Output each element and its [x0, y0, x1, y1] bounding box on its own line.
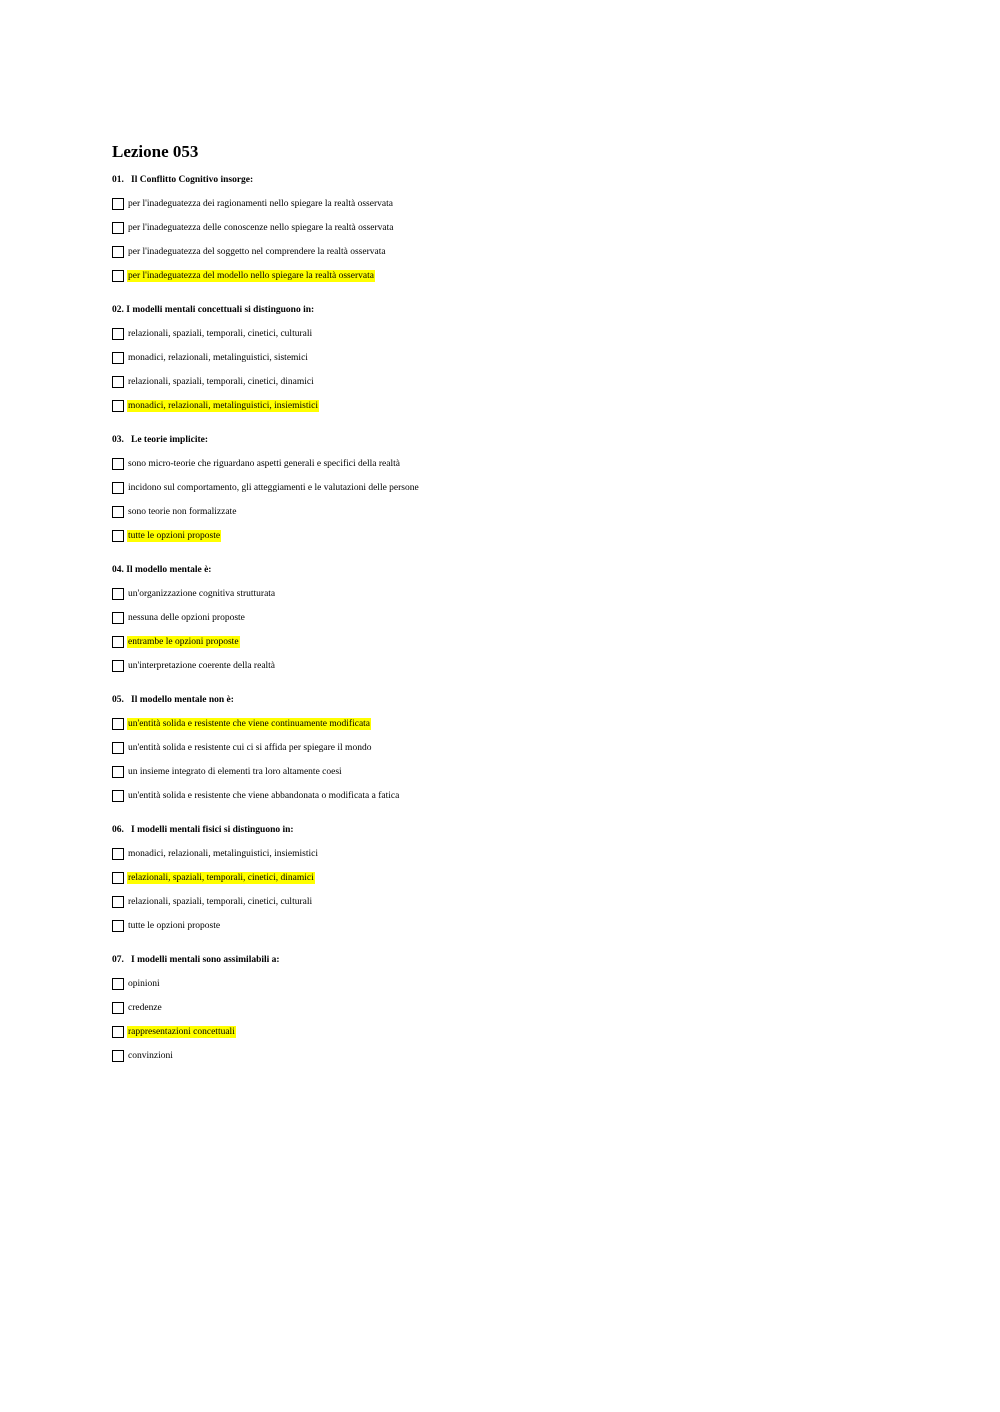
answer-label: per l'inadeguatezza delle conoscenze nello spiegare la realtà osservata — [128, 222, 394, 233]
answer-label: un'entità solida e resistente che viene abbandonata o modificata a fatica — [128, 790, 400, 801]
checkbox-icon[interactable] — [112, 896, 124, 908]
checkbox-icon[interactable] — [112, 1002, 124, 1014]
checkbox-icon[interactable] — [112, 766, 124, 778]
question-03 — [112, 434, 912, 542]
question-text: 03. Le teorie implicite: — [112, 435, 209, 445]
checkbox-icon[interactable] — [112, 530, 124, 542]
checkbox-icon[interactable] — [112, 1050, 124, 1062]
question-text: 07. I modelli mentali sono assimilabili a: — [112, 955, 280, 965]
answer-label-highlighted: relazionali, spaziali, temporali, cinetici, dinamici — [128, 872, 314, 883]
answer-option[interactable] — [112, 1049, 912, 1062]
answer-option[interactable] — [112, 587, 912, 600]
answer-option[interactable] — [112, 269, 912, 282]
question-02 — [112, 304, 912, 412]
checkbox-icon[interactable] — [112, 718, 124, 730]
answer-label-highlighted: per l'inadeguatezza del modello nello spiegare la realtà osservata — [128, 270, 374, 281]
question-07 — [112, 954, 912, 1062]
answer-label: nessuna delle opzioni proposte — [128, 612, 245, 623]
checkbox-icon[interactable] — [112, 482, 124, 494]
answer-option[interactable] — [112, 977, 912, 990]
answer-label-highlighted: monadici, relazionali, metalinguistici, insiemistici — [128, 400, 318, 411]
lesson-title: Lezione 053 — [112, 142, 199, 161]
question-01 — [112, 174, 912, 282]
question-text: 04. Il modello mentale è: — [112, 565, 212, 575]
question-04 — [112, 564, 912, 672]
answer-label: monadici, relazionali, metalinguistici, insiemistici — [128, 848, 318, 859]
checkbox-icon[interactable] — [112, 636, 124, 648]
answer-option[interactable] — [112, 351, 912, 364]
answer-option[interactable] — [112, 529, 912, 542]
checkbox-icon[interactable] — [112, 872, 124, 884]
answer-label: relazionali, spaziali, temporali, cinetici, culturali — [128, 328, 313, 339]
answer-option[interactable] — [112, 221, 912, 234]
answer-label: relazionali, spaziali, temporali, cinetici, culturali — [128, 896, 313, 907]
checkbox-icon[interactable] — [112, 352, 124, 364]
answer-option[interactable] — [112, 635, 912, 648]
answer-label: sono micro-teorie che riguardano aspetti generali e specifici della realtà — [128, 458, 400, 469]
answer-option[interactable] — [112, 245, 912, 258]
answer-option[interactable] — [112, 789, 912, 802]
answer-label: per l'inadeguatezza dei ragionamenti nello spiegare la realtà osservata — [128, 198, 393, 209]
checkbox-icon[interactable] — [112, 222, 124, 234]
answer-option[interactable] — [112, 847, 912, 860]
answer-option[interactable] — [112, 1001, 912, 1014]
question-text: 02. I modelli mentali concettuali si distinguono in: — [112, 305, 315, 315]
answer-label: un insieme integrato di elementi tra loro altamente coesi — [128, 766, 342, 777]
answer-label: convinzioni — [128, 1050, 173, 1061]
answer-label-highlighted: un'entità solida e resistente che viene continuamente modificata — [128, 718, 371, 729]
answer-option[interactable] — [112, 765, 912, 778]
checkbox-icon[interactable] — [112, 400, 124, 412]
checkbox-icon[interactable] — [112, 328, 124, 340]
answer-option[interactable] — [112, 871, 912, 884]
checkbox-icon[interactable] — [112, 978, 124, 990]
checkbox-icon[interactable] — [112, 660, 124, 672]
question-list — [112, 174, 912, 1062]
document-page — [112, 142, 912, 1084]
answer-option[interactable] — [112, 919, 912, 932]
answer-option[interactable] — [112, 741, 912, 754]
answer-label: sono teorie non formalizzate — [128, 506, 237, 517]
answer-label: credenze — [128, 1002, 162, 1013]
checkbox-icon[interactable] — [112, 920, 124, 932]
checkbox-icon[interactable] — [112, 588, 124, 600]
question-text: 01. Il Conflitto Cognitivo insorge: — [112, 175, 254, 185]
answer-label: un'entità solida e resistente cui ci si affida per spiegare il mondo — [128, 742, 372, 753]
question-text: 06. I modelli mentali fisici si distinguono in: — [112, 825, 294, 835]
checkbox-icon[interactable] — [112, 270, 124, 282]
checkbox-icon[interactable] — [112, 458, 124, 470]
checkbox-icon[interactable] — [112, 376, 124, 388]
checkbox-icon[interactable] — [112, 790, 124, 802]
answer-label-highlighted: rappresentazioni concettuali — [128, 1026, 235, 1037]
answer-label: opinioni — [128, 978, 160, 989]
answer-label-highlighted: entrambe le opzioni proposte — [128, 636, 239, 647]
checkbox-icon[interactable] — [112, 742, 124, 754]
answer-option[interactable] — [112, 399, 912, 412]
answer-option[interactable] — [112, 895, 912, 908]
answer-option[interactable] — [112, 375, 912, 388]
checkbox-icon[interactable] — [112, 506, 124, 518]
answer-option[interactable] — [112, 1025, 912, 1038]
answer-label: incidono sul comportamento, gli atteggiamenti e le valutazioni delle persone — [128, 482, 419, 493]
question-05 — [112, 694, 912, 802]
checkbox-icon[interactable] — [112, 848, 124, 860]
question-06 — [112, 824, 912, 932]
checkbox-icon[interactable] — [112, 1026, 124, 1038]
answer-option[interactable] — [112, 327, 912, 340]
answer-label: tutte le opzioni proposte — [128, 920, 221, 931]
checkbox-icon[interactable] — [112, 246, 124, 258]
answer-option[interactable] — [112, 457, 912, 470]
checkbox-icon[interactable] — [112, 198, 124, 210]
answer-option[interactable] — [112, 197, 912, 210]
answer-option[interactable] — [112, 611, 912, 624]
answer-option[interactable] — [112, 481, 912, 494]
question-text: 05. Il modello mentale non è: — [112, 695, 234, 705]
answer-label: un'organizzazione cognitiva strutturata — [128, 588, 276, 599]
checkbox-icon[interactable] — [112, 612, 124, 624]
answer-label: per l'inadeguatezza del soggetto nel comprendere la realtà osservata — [128, 246, 386, 257]
answer-label: un'interpretazione coerente della realtà — [128, 660, 276, 671]
answer-label: monadici, relazionali, metalinguistici, sistemici — [128, 352, 308, 363]
answer-label-highlighted: tutte le opzioni proposte — [128, 530, 221, 541]
answer-label: relazionali, spaziali, temporali, cinetici, dinamici — [128, 376, 314, 387]
answer-option[interactable] — [112, 717, 912, 730]
answer-option[interactable] — [112, 505, 912, 518]
answer-option[interactable] — [112, 659, 912, 672]
